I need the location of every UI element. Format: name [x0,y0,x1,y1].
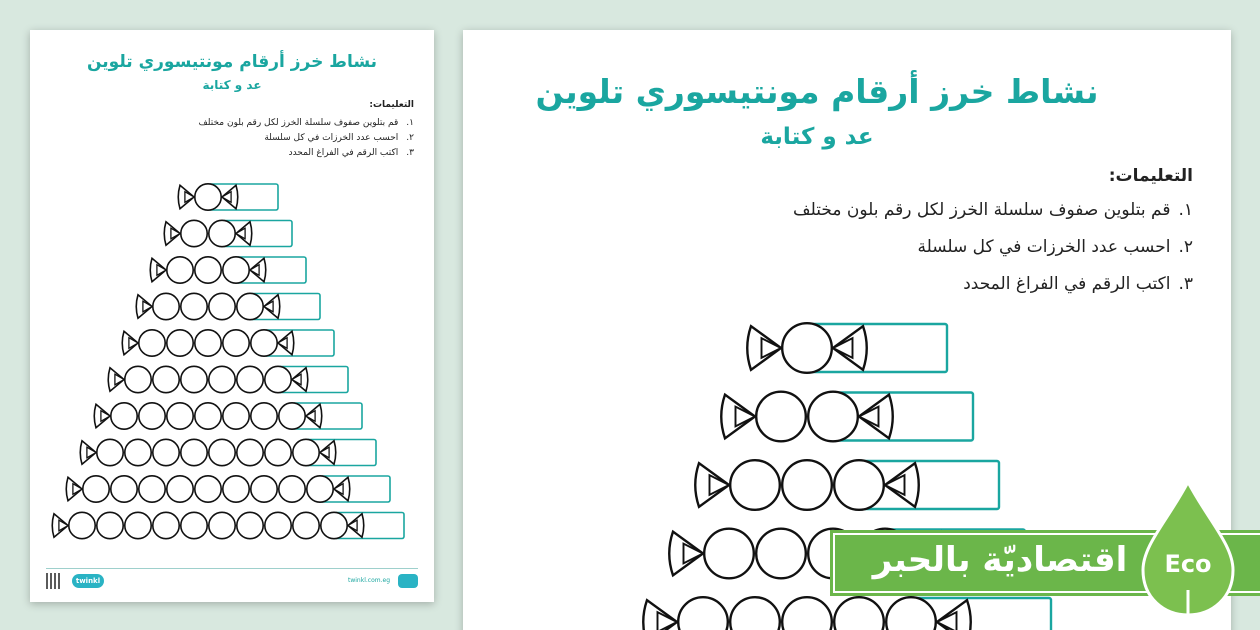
footer-brand-icon [398,574,418,588]
bead[interactable] [153,512,179,538]
bead[interactable] [251,330,277,356]
bead[interactable] [223,257,249,283]
instructions-heading: التعليمات: [1108,166,1193,186]
bead-row [136,293,320,319]
bead[interactable] [195,257,221,283]
bead[interactable] [181,220,207,246]
bead[interactable] [125,512,151,538]
bead-row [178,184,278,210]
bead-row [94,403,362,429]
bead[interactable] [223,330,249,356]
bead[interactable] [181,512,207,538]
bead[interactable] [111,403,137,429]
bead[interactable] [265,439,291,465]
bead[interactable] [808,392,858,442]
bead[interactable] [209,439,235,465]
bead[interactable] [181,293,207,319]
bead-pyramid-small [30,30,434,602]
worksheet-title: نشاط خرز أرقام مونتيسوري تلوين [535,72,1099,111]
bead[interactable] [195,184,221,210]
bead[interactable] [195,476,221,502]
bead[interactable] [97,439,123,465]
bead[interactable] [279,476,305,502]
bead[interactable] [195,330,221,356]
bead[interactable] [209,293,235,319]
eco-banner-label: اقتصاديّة بالحبر [872,540,1128,580]
bead[interactable] [139,476,165,502]
bead[interactable] [251,476,277,502]
instruction-number: ١. [406,118,414,128]
footer-url: twinkl.com.eg [348,577,390,584]
bead[interactable] [69,512,95,538]
instruction-number: ٢. [406,133,414,143]
bead[interactable] [209,512,235,538]
bead[interactable] [730,460,780,510]
worksheet-subtitle: عد و كتابة [202,78,262,92]
instruction-text: اكتب الرقم في الفراغ المحدد [963,274,1171,294]
bead[interactable] [209,366,235,392]
instruction-number: ٣. [1178,274,1193,294]
bead[interactable] [293,439,319,465]
instructions-heading: التعليمات: [369,100,414,110]
bead[interactable] [782,597,832,630]
bead-row [66,476,390,502]
bead[interactable] [223,476,249,502]
bead-row [747,323,947,373]
bead[interactable] [167,403,193,429]
bead-row [52,512,404,538]
bead[interactable] [730,597,780,630]
eco-leaf-icon [1138,480,1238,620]
instruction-number: ١. [1178,200,1193,220]
qr-code-icon [46,573,62,589]
bead[interactable] [139,330,165,356]
instruction-number: ٢. [1178,237,1193,257]
worksheet-title: نشاط خرز أرقام مونتيسوري تلوين [86,52,378,72]
bead[interactable] [237,512,263,538]
bead[interactable] [265,366,291,392]
instruction-text: احسب عدد الخرزات في كل سلسلة [264,133,399,143]
bead[interactable] [181,439,207,465]
bead[interactable] [111,476,137,502]
bead[interactable] [153,366,179,392]
instruction-text: احسب عدد الخرزات في كل سلسلة [917,237,1171,257]
bead[interactable] [237,366,263,392]
bead[interactable] [756,392,806,442]
bead[interactable] [153,439,179,465]
bead[interactable] [307,476,333,502]
bead[interactable] [237,439,263,465]
bead[interactable] [237,293,263,319]
instruction-text: قم بتلوين صفوف سلسلة الخرز لكل رقم بلون مختلف [793,200,1171,220]
worksheet-thumbnail[interactable] [30,30,434,602]
bead-row [150,257,306,283]
bead[interactable] [251,403,277,429]
instruction-text: قم بتلوين صفوف سلسلة الخرز لكل رقم بلون مختلف [198,118,399,128]
bead[interactable] [678,597,728,630]
bead-row [164,220,292,246]
bead[interactable] [125,366,151,392]
bead[interactable] [265,512,291,538]
bead[interactable] [834,460,884,510]
bead[interactable] [167,257,193,283]
bead[interactable] [223,403,249,429]
eco-leaf-label: Eco [1164,550,1212,578]
bead[interactable] [125,439,151,465]
bead[interactable] [181,366,207,392]
bead[interactable] [83,476,109,502]
bead-row [108,366,348,392]
bead[interactable] [279,403,305,429]
bead[interactable] [321,512,347,538]
bead[interactable] [139,403,165,429]
bead-row [695,460,999,510]
bead[interactable] [704,529,754,579]
instruction-text: اكتب الرقم في الفراغ المحدد [288,148,399,158]
bead[interactable] [153,293,179,319]
bead[interactable] [293,512,319,538]
instruction-number: ٣. [406,148,414,158]
worksheet-footer [30,568,434,594]
bead[interactable] [167,476,193,502]
bead[interactable] [834,597,884,630]
bead-row [80,439,376,465]
bead[interactable] [97,512,123,538]
bead[interactable] [782,460,832,510]
bead-row [721,392,973,442]
bead[interactable] [782,323,832,373]
bead-row [643,597,1051,630]
bead-row [122,330,334,356]
footer-divider [46,568,418,569]
worksheet-subtitle: عد و كتابة [760,124,874,150]
bead[interactable] [756,529,806,579]
bead[interactable] [209,220,235,246]
bead[interactable] [195,403,221,429]
bead[interactable] [167,330,193,356]
twinkl-logo: twinkl [72,574,104,588]
